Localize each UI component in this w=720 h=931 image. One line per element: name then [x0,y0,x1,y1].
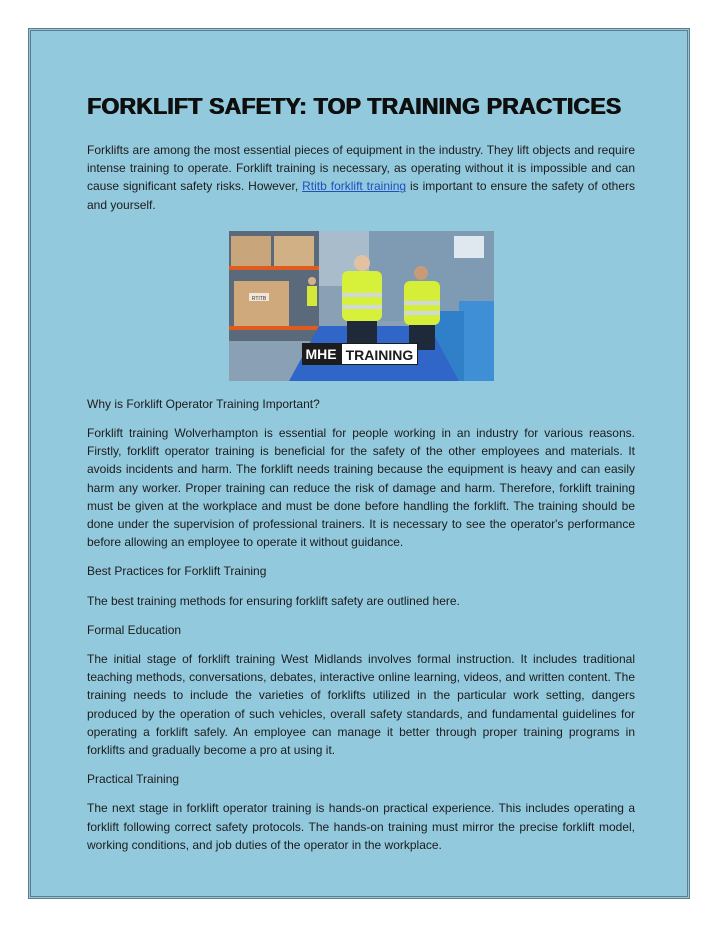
intro-text-before: Forklifts are among the most essential pieces of equipment in the industry. They lift objects and require intense training to operate. Forklift training is necessary, as operating without it is impossible and can cause significant safety risks. However, [87,143,635,194]
section-heading-best-practices: Best Practices for Forklift Training [87,564,267,579]
logo-training: TRAINING [341,343,419,365]
section-heading-formal-education: Formal Education [87,622,182,637]
document-content [87,91,635,854]
document-page [28,28,690,899]
forklift-training-photo [229,231,494,381]
intro-text-after: is important to ensure the safety of others and yourself. [87,179,636,212]
section-body-best-practices: The best training methods for ensuring forklift safety are outlined here. [87,593,460,608]
section-body-practical-training: The next stage in forklift operator training is hands-on practical experience. This includes operating a forklift following correct safety protocols. The hands-on training must mirror the precise forklift model, working conditions, and job duties of the operator in the workplace. [87,801,635,852]
section-heading-practical-training: Practical Training [87,772,180,787]
section-heading-why: Why is Forklift Operator Training Important? [87,396,320,411]
logo-mhe: MHE [302,343,341,365]
rtitb-training-link[interactable]: Rtitb forklift training [302,179,407,194]
mhe-training-logo [302,343,419,365]
section-body-why: Forklift training Wolverhampton is essential for people working in an industry for various reasons. Firstly, forklift operator training is beneficial for the safety of the other employees and materials. It avoids incidents and harm. The forklift needs training because the equipment is heavy and can easily harm any worker. Proper training can reduce the risk of damage and harm. Therefore, forklift training must be given at the workplace and must be done before handling the forklift. The training should be done under the supervision of professional trainers. It is necessary to see the operator's performance before allowing an employee to operate it without guidance. [87,426,635,550]
box-label: RTITB [251,295,266,302]
page-title: FORKLIFT SAFETY: TOP TRAINING PRACTICES [87,93,622,119]
intro-paragraph [87,141,635,214]
section-body-formal-education: The initial stage of forklift training West Midlands involves formal instruction. It includes traditional teaching methods, conversations, debates, interactive online learning, videos, and written content. The training needs to include the varieties of forklifts utilized in the particular work setting, dangers produced by the operation of such vehicles, overall safety standards, and fundamental guidelines for operating a forklift safely. An employee can manage it better through proper training programs in forklifts and gradually become a pro at using it. [87,652,635,758]
